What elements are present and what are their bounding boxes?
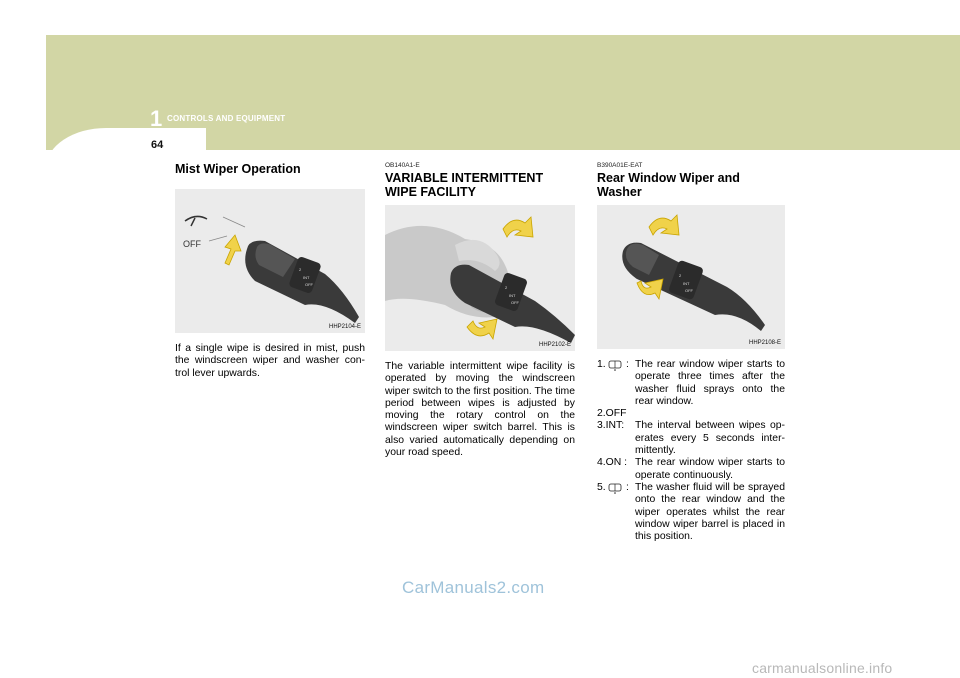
figure-label: HHP2108-E xyxy=(748,340,781,346)
list-item xyxy=(597,420,785,457)
svg-text:INT: INT xyxy=(683,281,690,286)
figure-label: HHP2104-E xyxy=(328,324,361,330)
page-number: 64 xyxy=(151,139,164,151)
section-mist-wiper xyxy=(175,162,365,380)
section-heading: Mist Wiper Operation xyxy=(175,162,301,176)
list-item-colon: : xyxy=(626,359,629,370)
list-item xyxy=(597,482,785,543)
list-item-number: 3.INT: xyxy=(597,420,625,432)
rotate-up-arrow-icon xyxy=(649,215,679,235)
washer-icon xyxy=(608,360,622,371)
list-item-text: The rear window wiper starts to operate continuously. xyxy=(635,457,785,481)
list-item-text: The interval between wipes op- erates every 5 seconds inter- mittently. xyxy=(635,420,785,457)
section-heading: Rear Window Wiper and Washer xyxy=(597,171,740,199)
svg-text:INT: INT xyxy=(303,275,310,280)
section-code: B390A01E-EAT xyxy=(597,162,643,169)
figure-rear-wiper xyxy=(597,205,785,349)
section-variable-wipe xyxy=(385,162,575,459)
svg-text:INT: INT xyxy=(509,293,516,298)
list-item xyxy=(597,359,785,408)
rotate-up-arrow-icon xyxy=(503,217,533,237)
body-text: If a single wipe is desired in mist, push the windscreen wiper and washer con- trol lever upwards. xyxy=(175,343,365,379)
instruction-list xyxy=(597,359,785,543)
section-code: OB140A1-E xyxy=(385,162,420,169)
list-item-number: 1. xyxy=(597,359,606,370)
hand-on-lever-illustration xyxy=(385,205,575,351)
chapter-number: 1 xyxy=(150,106,163,131)
figure-label: HHP2102-E xyxy=(538,342,571,348)
arrow-up-icon xyxy=(225,235,241,265)
off-label: OFF xyxy=(183,239,201,249)
figure-mist-wiper xyxy=(175,189,365,333)
wiper-symbol-icon xyxy=(185,216,207,226)
list-item-number: 4.ON : xyxy=(597,457,628,469)
list-item-number: 5. xyxy=(597,481,606,493)
body-text: The variable intermittent wipe facility is operated by moving the windscreen wiper switch to the first position. The time period between wipes is adjusted by moving the rotary control on the windscreen wiper switch barrel. This is also varied automatically depending on your road speed. xyxy=(385,361,575,459)
section-heading: VARIABLE INTERMITTENT WIPE FACILITY xyxy=(385,171,544,199)
rear-wiper-lever-illustration xyxy=(597,205,785,349)
watermark-carmanualsonline: carmanualsonline.info xyxy=(752,660,893,676)
svg-text:2: 2 xyxy=(299,267,302,272)
svg-text:2: 2 xyxy=(679,273,682,278)
svg-text:OFF: OFF xyxy=(511,300,519,305)
list-item-number: 2.OFF xyxy=(597,408,627,420)
svg-text:OFF: OFF xyxy=(305,282,313,287)
svg-text:2: 2 xyxy=(505,285,508,290)
list-item xyxy=(597,457,785,482)
svg-text:OFF: OFF xyxy=(685,288,693,293)
chapter-title: CONTROLS AND EQUIPMENT xyxy=(167,114,286,123)
figure-variable-wipe xyxy=(385,205,575,351)
wiper-lever-illustration xyxy=(175,189,365,333)
rotate-down-arrow-icon xyxy=(637,279,663,299)
list-item-text: The rear window wiper starts to operate three times after the washer fluid sprays onto the rear window. xyxy=(635,359,785,407)
list-item-text: The washer fluid will be sprayed onto the rear window and the wiper operates whilst the rear window wiper barrel is placed in this position. xyxy=(635,481,785,543)
list-item-colon: : xyxy=(626,481,629,493)
watermark-carmanuals2[interactable]: CarManuals2.com xyxy=(402,578,545,597)
washer-icon xyxy=(608,483,622,494)
section-rear-wiper xyxy=(597,162,785,543)
rotate-down-arrow-icon xyxy=(467,319,497,339)
list-item xyxy=(597,408,785,420)
